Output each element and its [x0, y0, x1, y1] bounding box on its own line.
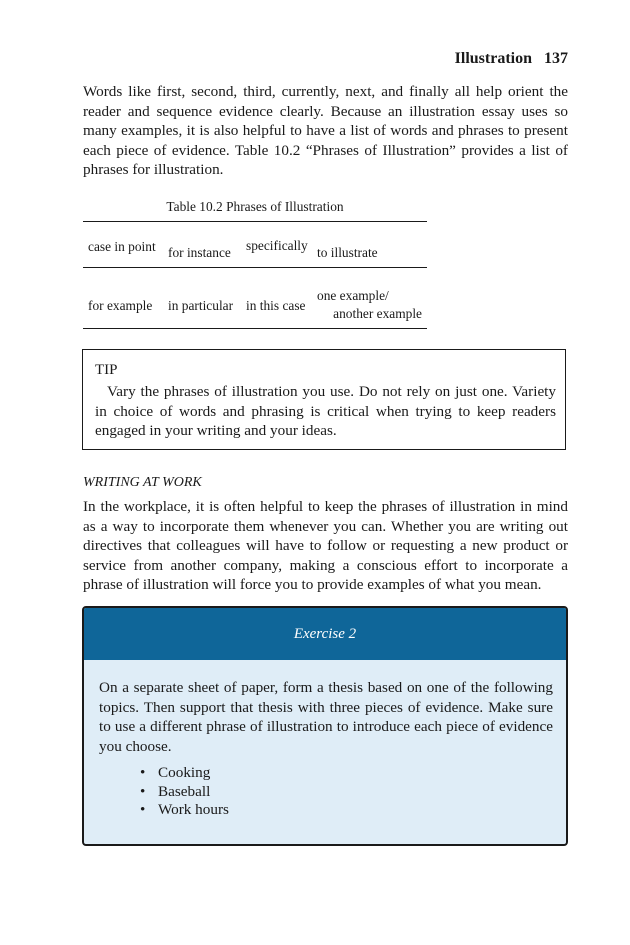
exercise-header: [84, 608, 566, 660]
table-cell: specifically: [246, 238, 308, 253]
exercise-instructions: On a separate sheet of paper, form a thesis based on one of the following topics. Then support that thesis with three pieces of evidence. Make sure to use a different phrase of illustration to introduce each piece of evidence you choose.: [99, 679, 553, 755]
intro-paragraph: Words like first, second, third, currently, next, and finally all help orient the reader and sequence evidence clearly. Because an illustration essay uses so many examples, it is also helpful to have a list of words and phrases to present each piece of evidence. Table 10.2 “Phrases of Illustration” provides a list of phrases for illustration.: [83, 83, 568, 179]
tip-box: [82, 349, 566, 450]
writing-at-work-title: WRITING AT WORK: [83, 475, 202, 490]
list-item: [140, 783, 229, 802]
chapter-title: Illustration: [454, 50, 532, 67]
page-number: 137: [544, 50, 568, 67]
bullet-icon: •: [140, 801, 146, 818]
table-cell: for instance: [168, 245, 231, 260]
exercise-box: [82, 606, 568, 846]
bullet-icon: •: [140, 764, 146, 781]
table-caption: Table 10.2 Phrases of Illustration: [166, 199, 344, 214]
table-cell: in this case: [246, 298, 306, 313]
list-item-text: Baseball: [158, 782, 211, 800]
exercise-title: Exercise 2: [293, 625, 357, 642]
writing-at-work-text: In the workplace, it is often helpful to keep the phrases of illustration in mind as a way to incorporate them whenever you can. Whether you are writing out directives that colleagues will have to follow or requesting a new product or service from another company, making a conscious effort to incorporate a phrase of illustration will force you to provide examples of what you mean.: [83, 498, 568, 594]
tip-title: TIP: [95, 362, 118, 378]
bullet-icon: •: [140, 782, 146, 800]
table-cell: one example/: [317, 288, 389, 303]
table-cell: for example: [88, 298, 153, 313]
table-cell: case in point: [88, 239, 156, 254]
table-cell: to illustrate: [317, 245, 378, 260]
list-item-text: Cooking: [158, 764, 211, 781]
list-item-text: Work hours: [158, 801, 229, 818]
table-cell: in particular: [168, 298, 234, 313]
exercise-topic-list: [140, 764, 229, 820]
phrases-table: [83, 221, 427, 329]
table-row: [83, 222, 427, 268]
table-cell: another example: [333, 306, 422, 321]
running-head: [455, 50, 568, 68]
table-row: [83, 268, 427, 329]
list-item: [140, 764, 229, 783]
list-item: [140, 801, 229, 820]
tip-text: Vary the phrases of illustration you use. Do not rely on just one. Variety in choice of words and phrasing is critical when trying to keep readers engaged in your writing and your ideas.: [95, 383, 556, 440]
